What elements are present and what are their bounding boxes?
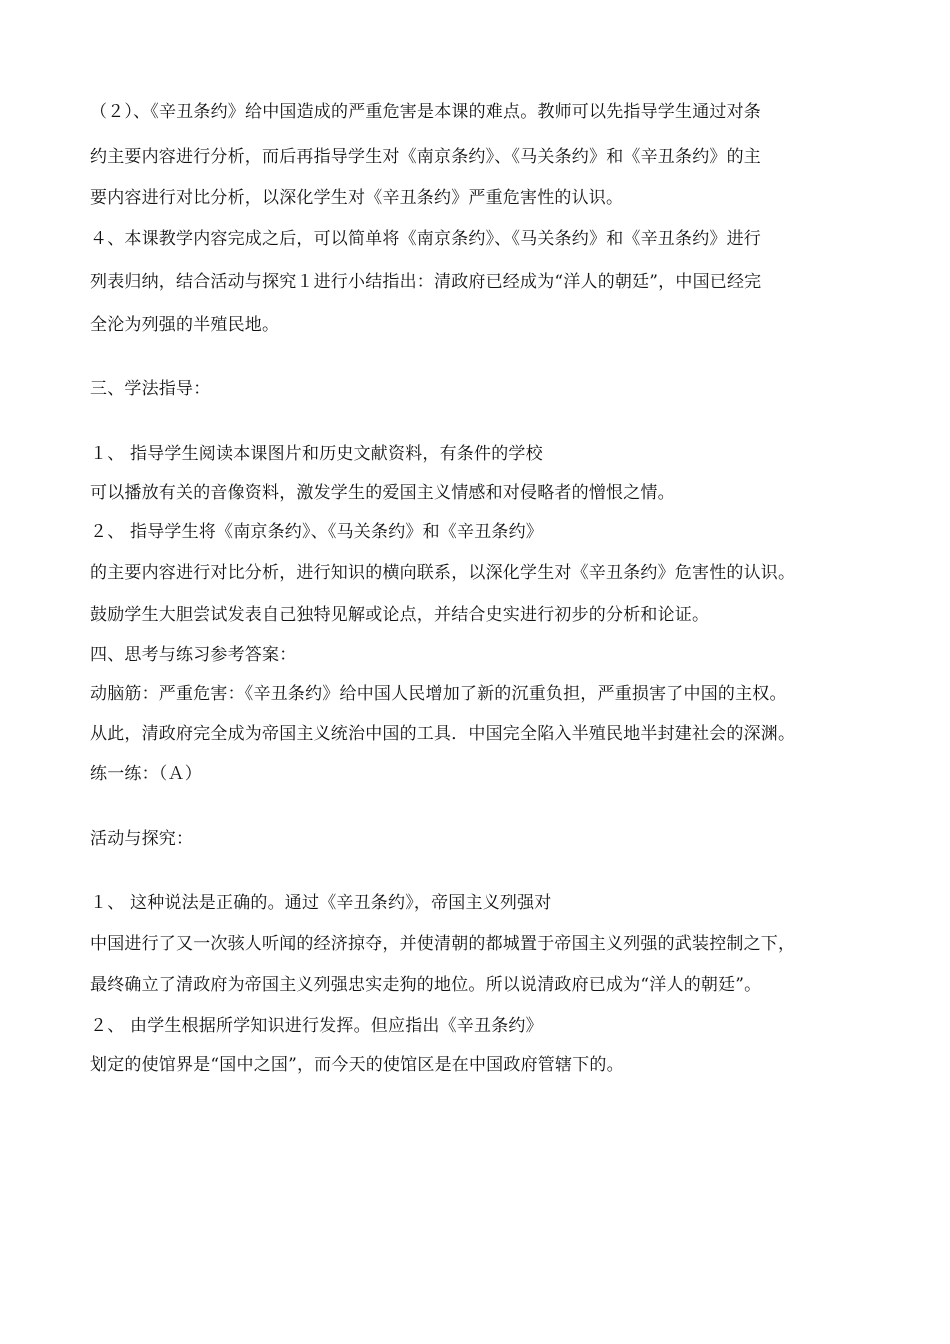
list-item-line: ２、 由学生根据所学知识进行发挥。但应指出《辛丑条约》 <box>90 1016 543 1036</box>
paragraph-line: 动脑筋：严重危害：《辛丑条约》给中国人民增加了新的沉重负担，严重损害了中国的主权。 <box>90 684 787 704</box>
paragraph-line: 最终确立了清政府为帝国主义列强忠实走狗的地位。所以说清政府已成为“洋人的朝廷”。 <box>90 975 762 995</box>
paragraph-line: ４、本课教学内容完成之后，可以简单将《南京条约》、《马关条约》和《辛丑条约》进行 <box>90 229 761 249</box>
paragraph-line: 约主要内容进行分析，而后再指导学生对《南京条约》、《马关条约》和《辛丑条约》的主 <box>90 147 761 167</box>
list-item-line: １、 指导学生阅读本课图片和历史文献资料，有条件的学校 <box>90 444 543 464</box>
section-heading: 活动与探究： <box>90 829 194 849</box>
list-item-line: １、 这种说法是正确的。通过《辛丑条约》，帝国主义列强对 <box>90 893 552 913</box>
paragraph-line: 鼓励学生大胆尝试发表自己独特见解或论点，并结合史实进行初步的分析和论证。 <box>90 605 710 625</box>
paragraph-line: 全沦为列强的半殖民地。 <box>90 315 280 335</box>
list-item-line: ２、 指导学生将《南京条约》、《马关条约》和《辛丑条约》 <box>90 522 544 542</box>
paragraph-line: 从此，清政府完全成为帝国主义统治中国的工具．中国完全陷入半殖民地半封建社会的深渊。 <box>90 724 796 744</box>
paragraph-line: （２）、《辛丑条约》给中国造成的严重危害是本课的难点。教师可以先指导学生通过对条 <box>90 102 761 122</box>
paragraph-line: 划定的使馆界是“国中之国”，而今天的使馆区是在中国政府管辖下的。 <box>90 1055 624 1075</box>
section-heading: 四、思考与练习参考答案： <box>90 645 297 665</box>
section-heading: 三、学法指导： <box>90 379 211 399</box>
paragraph-line: 中国进行了又一次骇人听闻的经济掠夺，并使清朝的都城置于帝国主义列强的武装控制之下， <box>90 934 796 954</box>
paragraph-line: 练一练：（Ａ） <box>90 764 202 784</box>
paragraph-line: 可以播放有关的音像资料，激发学生的爱国主义情感和对侵略者的憎恨之情。 <box>90 483 675 503</box>
paragraph-line: 列表归纳，结合活动与探究１进行小结指出：清政府已经成为“洋人的朝廷”，中国已经完 <box>90 272 762 292</box>
paragraph-line: 的主要内容进行对比分析，进行知识的横向联系，以深化学生对《辛丑条约》危害性的认识。 <box>90 563 796 583</box>
paragraph-line: 要内容进行对比分析，以深化学生对《辛丑条约》严重危害性的认识。 <box>90 188 624 208</box>
